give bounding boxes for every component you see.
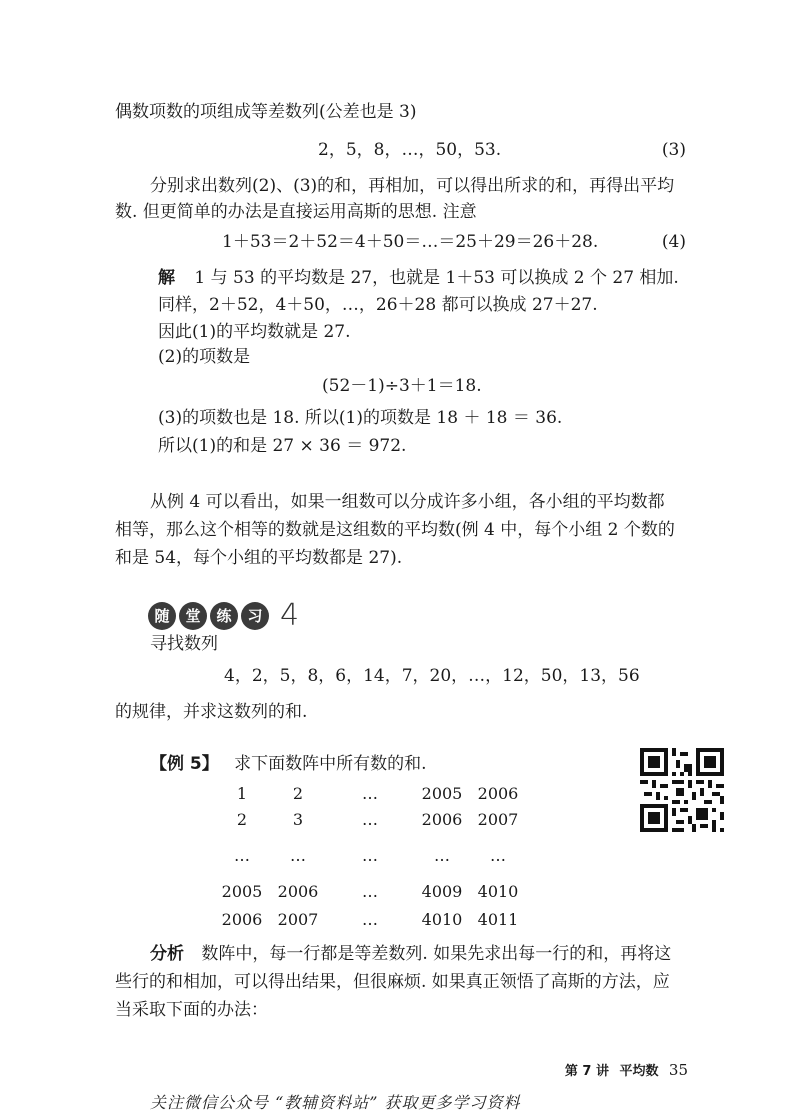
analysis-line-2: 些行的和相加，可以得出结果，但很麻烦. 如果真正领悟了高斯的方法，应	[115, 972, 670, 992]
equation-number-3: (3)	[661, 140, 686, 160]
matrix-cell: 4011	[477, 910, 519, 929]
analysis-paragraph	[150, 942, 671, 966]
matrix-cell: 2	[292, 784, 304, 803]
solution-paragraph	[158, 266, 679, 290]
text-line-4: 数. 但更简单的办法是直接运用高斯的思想. 注意	[115, 202, 477, 222]
matrix-cell: …	[290, 846, 306, 865]
matrix-cell: …	[362, 846, 378, 865]
matrix-cell: …	[362, 784, 378, 803]
practice-sequence: 4，2，5，8，6，14，7，20，…，12，50，13，56	[224, 666, 640, 686]
analysis-line-1: 数阵中，每一行都是等差数列. 如果先求出每一行的和，再将这	[201, 944, 672, 964]
matrix-cell: 2007	[277, 910, 319, 929]
matrix-cell: …	[234, 846, 250, 865]
practice-badge-2: 堂	[179, 602, 207, 630]
solution-line-4: (2)的项数是	[158, 347, 251, 367]
equation-4: 1＋53＝2＋52＝4＋50＝…＝25＋29＝26＋28.	[222, 232, 599, 252]
practice-badge-4: 习	[241, 602, 269, 630]
practice-line-1: 寻找数列	[150, 634, 218, 654]
example-5-header	[150, 752, 427, 776]
matrix-cell: 4010	[477, 882, 519, 901]
matrix-cell: 2005	[421, 784, 463, 803]
summary-line-3: 和是 54，每个小组的平均数都是 27).	[115, 548, 403, 568]
solution-line-3: 因此(1)的平均数就是 27.	[158, 322, 351, 342]
practice-line-3: 的规律，并求这数列的和.	[115, 702, 308, 722]
matrix-cell: …	[362, 810, 378, 829]
matrix-cell: 3	[292, 810, 304, 829]
watermark-text: 关注微信公众号 “教辅资料站” 获取更多学习资料	[150, 1093, 521, 1112]
analysis-label: 分析	[150, 944, 184, 964]
matrix-cell: 1	[236, 784, 248, 803]
solution-line-2: 同样，2＋52，4＋50，…，26＋28 都可以换成 27＋27.	[158, 295, 598, 315]
practice-heading	[148, 598, 299, 633]
matrix-cell: 2006	[277, 882, 319, 901]
qr-code-image	[640, 748, 724, 832]
text-line-1: 偶数项数的项组成等差数列(公差也是 3)	[115, 102, 417, 122]
summary-line-1: 从例 4 可以看出，如果一组数可以分成许多小组，各小组的平均数都	[150, 492, 665, 512]
matrix-cell: 4009	[421, 882, 463, 901]
text-line-3: 分别求出数列(2)、(3)的和，再相加，可以得出所求的和，再得出平均	[150, 176, 675, 196]
solution-line-7: 所以(1)的和是 27 × 36 ＝ 972.	[158, 436, 407, 456]
sequence-3: 2，5，8，…，50，53.	[318, 140, 502, 160]
example-5-question: 求下面数阵中所有数的和.	[234, 754, 427, 774]
matrix-cell: 2007	[477, 810, 519, 829]
practice-number: 4	[280, 598, 300, 633]
solution-label: 解	[158, 268, 175, 288]
matrix-cell: 2005	[221, 882, 263, 901]
matrix-cell: …	[434, 846, 450, 865]
summary-line-2: 相等，那么这个相等的数就是这组数的平均数(例 4 中，每个小组 2 个数的	[115, 520, 675, 540]
matrix-cell: 2006	[421, 810, 463, 829]
footer-title: 平均数	[619, 1064, 659, 1079]
example-5-label: 【例 5】	[150, 754, 219, 774]
solution-line-6: (3)的项数也是 18. 所以(1)的项数是 18 ＋ 18 ＝ 36.	[158, 408, 563, 428]
matrix-cell: …	[362, 910, 378, 929]
matrix-cell: 2006	[221, 910, 263, 929]
matrix-cell: …	[490, 846, 506, 865]
solution-line-1: 1 与 53 的平均数是 27，也就是 1＋53 可以换成 2 个 27 相加.	[194, 268, 679, 288]
analysis-line-3: 当采取下面的办法：	[115, 1000, 268, 1020]
term-count-equation: (52－1)÷3＋1＝18.	[322, 376, 482, 396]
practice-badge-3: 练	[210, 602, 238, 630]
footer-chapter: 第 7 讲	[564, 1064, 609, 1079]
equation-number-4: (4)	[661, 232, 686, 252]
page-footer	[565, 1060, 688, 1079]
matrix-cell: 4010	[421, 910, 463, 929]
matrix-cell: …	[362, 882, 378, 901]
matrix-cell: 2006	[477, 784, 519, 803]
practice-badge-1: 随	[148, 602, 176, 630]
page-number: 35	[668, 1061, 688, 1079]
matrix-cell: 2	[236, 810, 248, 829]
